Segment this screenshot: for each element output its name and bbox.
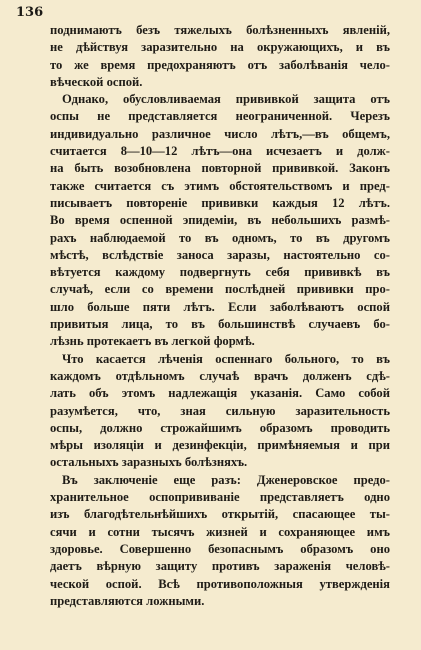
page-number: 136: [16, 5, 44, 20]
text-line: то же время предохраняютъ отъ заболѣванія чело-: [50, 57, 390, 72]
text-line: Однако, обусловливаемая прививкой защита отъ: [62, 92, 390, 107]
text-line: на быть возобновлена повторной прививкой. Законъ: [50, 161, 390, 176]
paragraph: [50, 91, 390, 350]
text-line: считается 8—10—12 лѣтъ—она исчезаетъ и долж-: [50, 144, 390, 159]
text-line: рахъ наблюдаемой то въ одномъ, то въ другомъ: [50, 230, 390, 245]
paragraph: [50, 22, 390, 91]
text-line: разумѣется, что, зная сильную заразительность: [50, 403, 390, 418]
text-line: ческой оспой. Всѣ противоположныя утвержденія: [50, 576, 390, 591]
text-line: оспы не представляется неограниченной. Черезъ: [50, 109, 390, 124]
body-text: [50, 22, 390, 610]
text-line: не дѣйствуя заразительно на окружающихъ, и въ: [50, 40, 390, 55]
text-line: вѣтуется каждому подвергнуть себя прививкѣ въ: [50, 265, 390, 280]
text-line: писываетъ повтореніе прививки каждыя 12 лѣтъ.: [50, 195, 390, 210]
text-line: даетъ вѣрную защиту противъ зараженія человѣ-: [50, 559, 390, 574]
text-line: остальныхъ заразныхъ болѣзняхъ.: [50, 455, 248, 470]
text-line: представляются ложными.: [50, 593, 205, 608]
text-line: здоровье. Совершенно безопаснымъ образомъ оно: [50, 541, 390, 556]
text-line: лѣзнь протекаетъ въ легкой формѣ.: [50, 334, 255, 349]
text-line: привитыя лица, то въ большинствѣ случаевъ бо-: [50, 317, 390, 332]
text-line: также считается съ этимъ обстоятельствомъ и пред-: [50, 178, 390, 193]
text-line: Во время оспенной эпидеміи, въ небольшихъ размѣ-: [50, 213, 390, 228]
paragraph: [50, 472, 390, 610]
text-line: каждомъ отдѣльномъ случаѣ врачъ долженъ сдѣ-: [50, 368, 390, 383]
text-line: лать объ этомъ надлежащія указанія. Само собой: [50, 386, 390, 401]
text-line: мѣры изоляціи и дезинфекціи, примѣняемыя и при: [50, 438, 390, 453]
text-line: шло больше пяти лѣтъ. Если заболѣваютъ оспой: [50, 299, 390, 314]
text-line: Въ заключеніе еще разъ: Дженеровское предо-: [62, 472, 390, 487]
text-line: мѣстѣ, вслѣдствіе заноса заразы, настоятельно со-: [50, 247, 390, 262]
text-line: вѣческой оспой.: [50, 74, 143, 89]
text-line: Что касается лѣченія оспеннаго больного, то въ: [62, 351, 390, 366]
text-line: оспы, должно строжайшимъ образомъ проводить: [50, 420, 390, 435]
text-line: индивидуально различное число лѣтъ,—въ общемъ,: [50, 126, 390, 141]
paragraph: [50, 351, 390, 472]
text-line: случаѣ, если со времени послѣдней прививки про-: [50, 282, 390, 297]
text-line: изъ благодѣтельнѣйшихъ открытій, спасающее ты-: [50, 507, 390, 522]
text-line: сячи и сотни тысячъ жизней и сохраняющее имъ: [50, 524, 390, 539]
text-line: поднимаютъ безъ тяжелыхъ болѣзненныхъ явленій,: [50, 23, 390, 37]
text-line: хранительное оспопрививаніе представляетъ одно: [50, 490, 390, 505]
